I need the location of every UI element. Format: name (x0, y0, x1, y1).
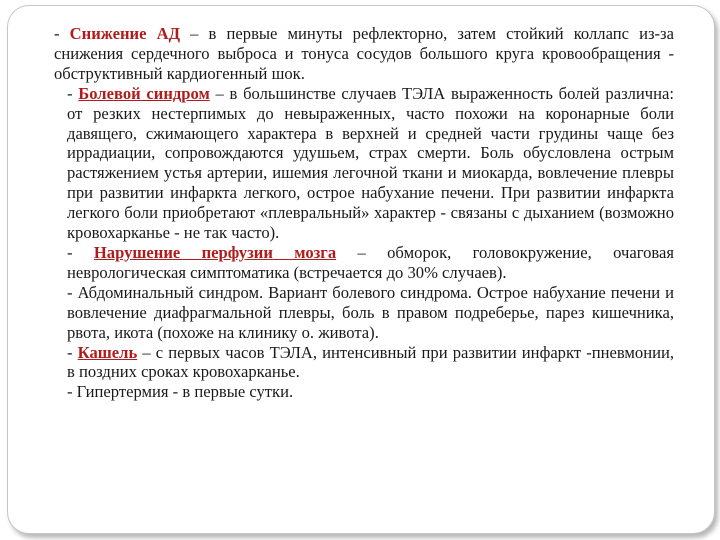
paragraph-prefix: - (67, 83, 79, 103)
paragraph-hyperthermia (54, 382, 674, 402)
paragraph-blood-pressure (54, 24, 674, 84)
term-cough: Кашель (77, 342, 138, 362)
term-pain-syndrome: Болевой синдром (78, 83, 210, 103)
paragraph-prefix: - (67, 342, 78, 362)
paragraph-text: - Гипертермия - в первые сутки. (67, 382, 294, 402)
paragraph-text: – в большинстве случаев ТЭЛА выраженность болей различна: от резких нестерпимых до невыраженных, часто похожи на коронарные боли давящего, сжимающего характера в верхней и средней части грудины чаще без иррадиации, сопровождаются удушьем, страх смерти. Боль обусловлена острым растяжением устья артерии, ишемия легочной ткани и миокарда, вовлечение плевры при развитии инфаркта легкого, острое набухание печени. При развитии инфаркта легкого боли приобретают «плевральный» характер - связаны с дыханием (возможно кровохарканье - не так часто). (67, 83, 674, 243)
paragraph-text: – обморок, головокружение, очаговая неврологическая симптоматика (встречается до 30% случаев). (67, 242, 675, 282)
paragraph-cough (54, 343, 674, 383)
slide-content (54, 24, 674, 402)
paragraph-text: - Абдоминальный синдром. Вариант болевого синдрома. Острое набухание печени и вовлечение диафрагмальной плевры, боль в правом подреберье, парез кишечника, рвота, икота (похоже на клинику о. живота). (67, 282, 674, 342)
paragraph-brain-perfusion (54, 243, 674, 283)
paragraph-pain-syndrome (54, 84, 674, 243)
paragraph-text: – с первых часов ТЭЛА, интенсивный при развитии инфаркт -пневмонии, в поздних сроках кровохарканье. (67, 342, 674, 382)
paragraph-prefix: - (67, 242, 94, 262)
term-blood-pressure-drop: Снижение АД (69, 24, 180, 43)
term-brain-perfusion: Нарушение перфузии мозга (93, 242, 337, 262)
paragraph-text: – в первые минуты рефлекторно, затем стойкий коллапс из-за снижения сердечного выброса и тонуса сосудов большого круга кровообращения - обструктивный кардиогенный шок. (54, 24, 674, 83)
paragraph-prefix: - (54, 24, 70, 43)
paragraph-abdominal-syndrome (54, 283, 674, 343)
